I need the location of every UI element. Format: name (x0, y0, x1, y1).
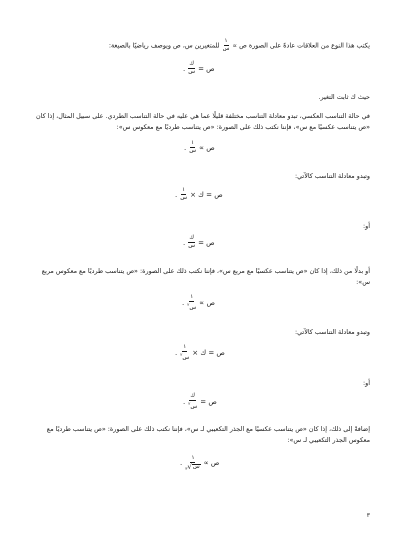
denominator-exponent: ٢ (187, 301, 190, 307)
fraction-numerator: ك (188, 62, 195, 69)
equation-3 (175, 188, 223, 201)
fraction-denominator: س (188, 68, 196, 75)
equation-fraction (180, 345, 189, 361)
fraction-numerator: ١ (224, 39, 229, 46)
equation-lhs: ص ∝ (199, 299, 215, 308)
fraction-denominator (180, 352, 189, 361)
equation-period: . (183, 64, 186, 73)
equation-6 (175, 345, 225, 361)
fraction-denominator: س (189, 147, 197, 154)
equation-fraction (188, 394, 197, 410)
equation-fraction (188, 62, 195, 75)
equation-1 (183, 62, 215, 75)
denominator-exponent: ٢ (180, 351, 183, 357)
fraction-denominator (188, 401, 197, 410)
inline-fraction (223, 39, 230, 52)
intro-text-before: يكتب هذا النوع من العلاقات عادةً على الصورة ص ∝ (232, 41, 370, 50)
fraction-denominator: س (222, 45, 230, 52)
equation-intro-2: وتبدو معادلة التناسب كالآتي: (294, 328, 370, 336)
denominator-exponent: ٢ (188, 400, 191, 406)
denominator-base: س (189, 304, 197, 311)
cube-root-paragraph: إضافةً إلى ذلك، إذا كان «ص يتناسب عكسيًا مع الجذر التكعيبي لـ س»، فإننا نكتب ذلك على الصورة: «ص يتناسب طرديًا مع معكوس الجذر التكعيبي لـ س»: (46, 425, 370, 444)
equation-period: . (175, 349, 178, 358)
radical-sign-icon: √ (187, 462, 192, 471)
inverse-proportion-paragraph: في حالة التناسب العكسي، تبدو معادلة التناسب مختلفة قليلًا عما هي عليه في حالة التناسب الطردي. على سبيل المثال، إذا كان «ص يتناسب عكسيًا مع س»، فإننا نكتب ذلك على الصورة: «ص يتناسب طرديًا مع معكوس س»: (35, 112, 370, 131)
equation-8 (180, 456, 219, 471)
or-label-1: أو: (362, 222, 370, 230)
denominator-base: س (182, 354, 190, 361)
equation-5 (182, 295, 215, 311)
fraction-numerator: ١ (182, 345, 187, 352)
fraction-denominator (187, 302, 196, 311)
equation-lhs: ص = (198, 238, 215, 247)
equation-fraction (187, 295, 196, 311)
constant-note: حيث ك ثابت التغير. (318, 93, 370, 101)
equation-period: . (183, 238, 186, 247)
fraction-numerator: ١ (189, 295, 194, 302)
equation-lhs: ص ∝ (199, 143, 215, 152)
equation-fraction (185, 456, 200, 471)
equation-lhs: ص = ك × (190, 190, 223, 199)
equation-lhs: ص = (200, 398, 217, 407)
equation-period: . (184, 143, 187, 152)
inverse-square-paragraph: أو بدلًا من ذلك، إذا كان «ص يتناسب عكسيًا مع مربع س»، فإننا نكتب ذلك على الصورة: «ص يتناسب طرديًا مع معكوس مربع س»: (41, 267, 370, 286)
fraction-numerator: ك (189, 394, 196, 401)
equation-lhs: ص = (198, 64, 215, 73)
fraction-denominator: س (180, 194, 188, 201)
or-label-2: أو: (362, 379, 370, 387)
equation-7 (183, 394, 217, 410)
equation-period: . (180, 459, 183, 468)
equation-lhs: ص ∝ (203, 459, 220, 468)
cube-root-denominator (185, 463, 200, 471)
intro-paragraph (109, 39, 370, 52)
fraction-numerator: ١ (190, 141, 195, 148)
equation-period: . (175, 190, 178, 199)
equation-fraction (189, 141, 196, 154)
equation-fraction (180, 188, 187, 201)
fraction-numerator: ١ (190, 456, 195, 463)
page-number: ٣ (366, 512, 370, 519)
equation-lhs: ص = ك × (192, 349, 225, 358)
equation-period: . (182, 299, 185, 308)
denominator-base: س (190, 403, 198, 410)
intro-text-after: للمتغيرين س، ص ويوصف رياضيًا بالصيغة: (108, 41, 220, 50)
equation-period: . (183, 398, 186, 407)
fraction-denominator: س (188, 242, 196, 249)
equation-4 (183, 236, 215, 249)
radicand: س (192, 464, 200, 470)
root-index: ٣ (185, 465, 188, 471)
fraction-numerator: ١ (181, 188, 186, 195)
equation-intro-1: وتبدو معادلة التناسب كالآتي: (294, 172, 370, 180)
fraction-numerator: ك (188, 236, 195, 243)
equation-fraction (188, 236, 195, 249)
equation-2 (184, 141, 215, 154)
